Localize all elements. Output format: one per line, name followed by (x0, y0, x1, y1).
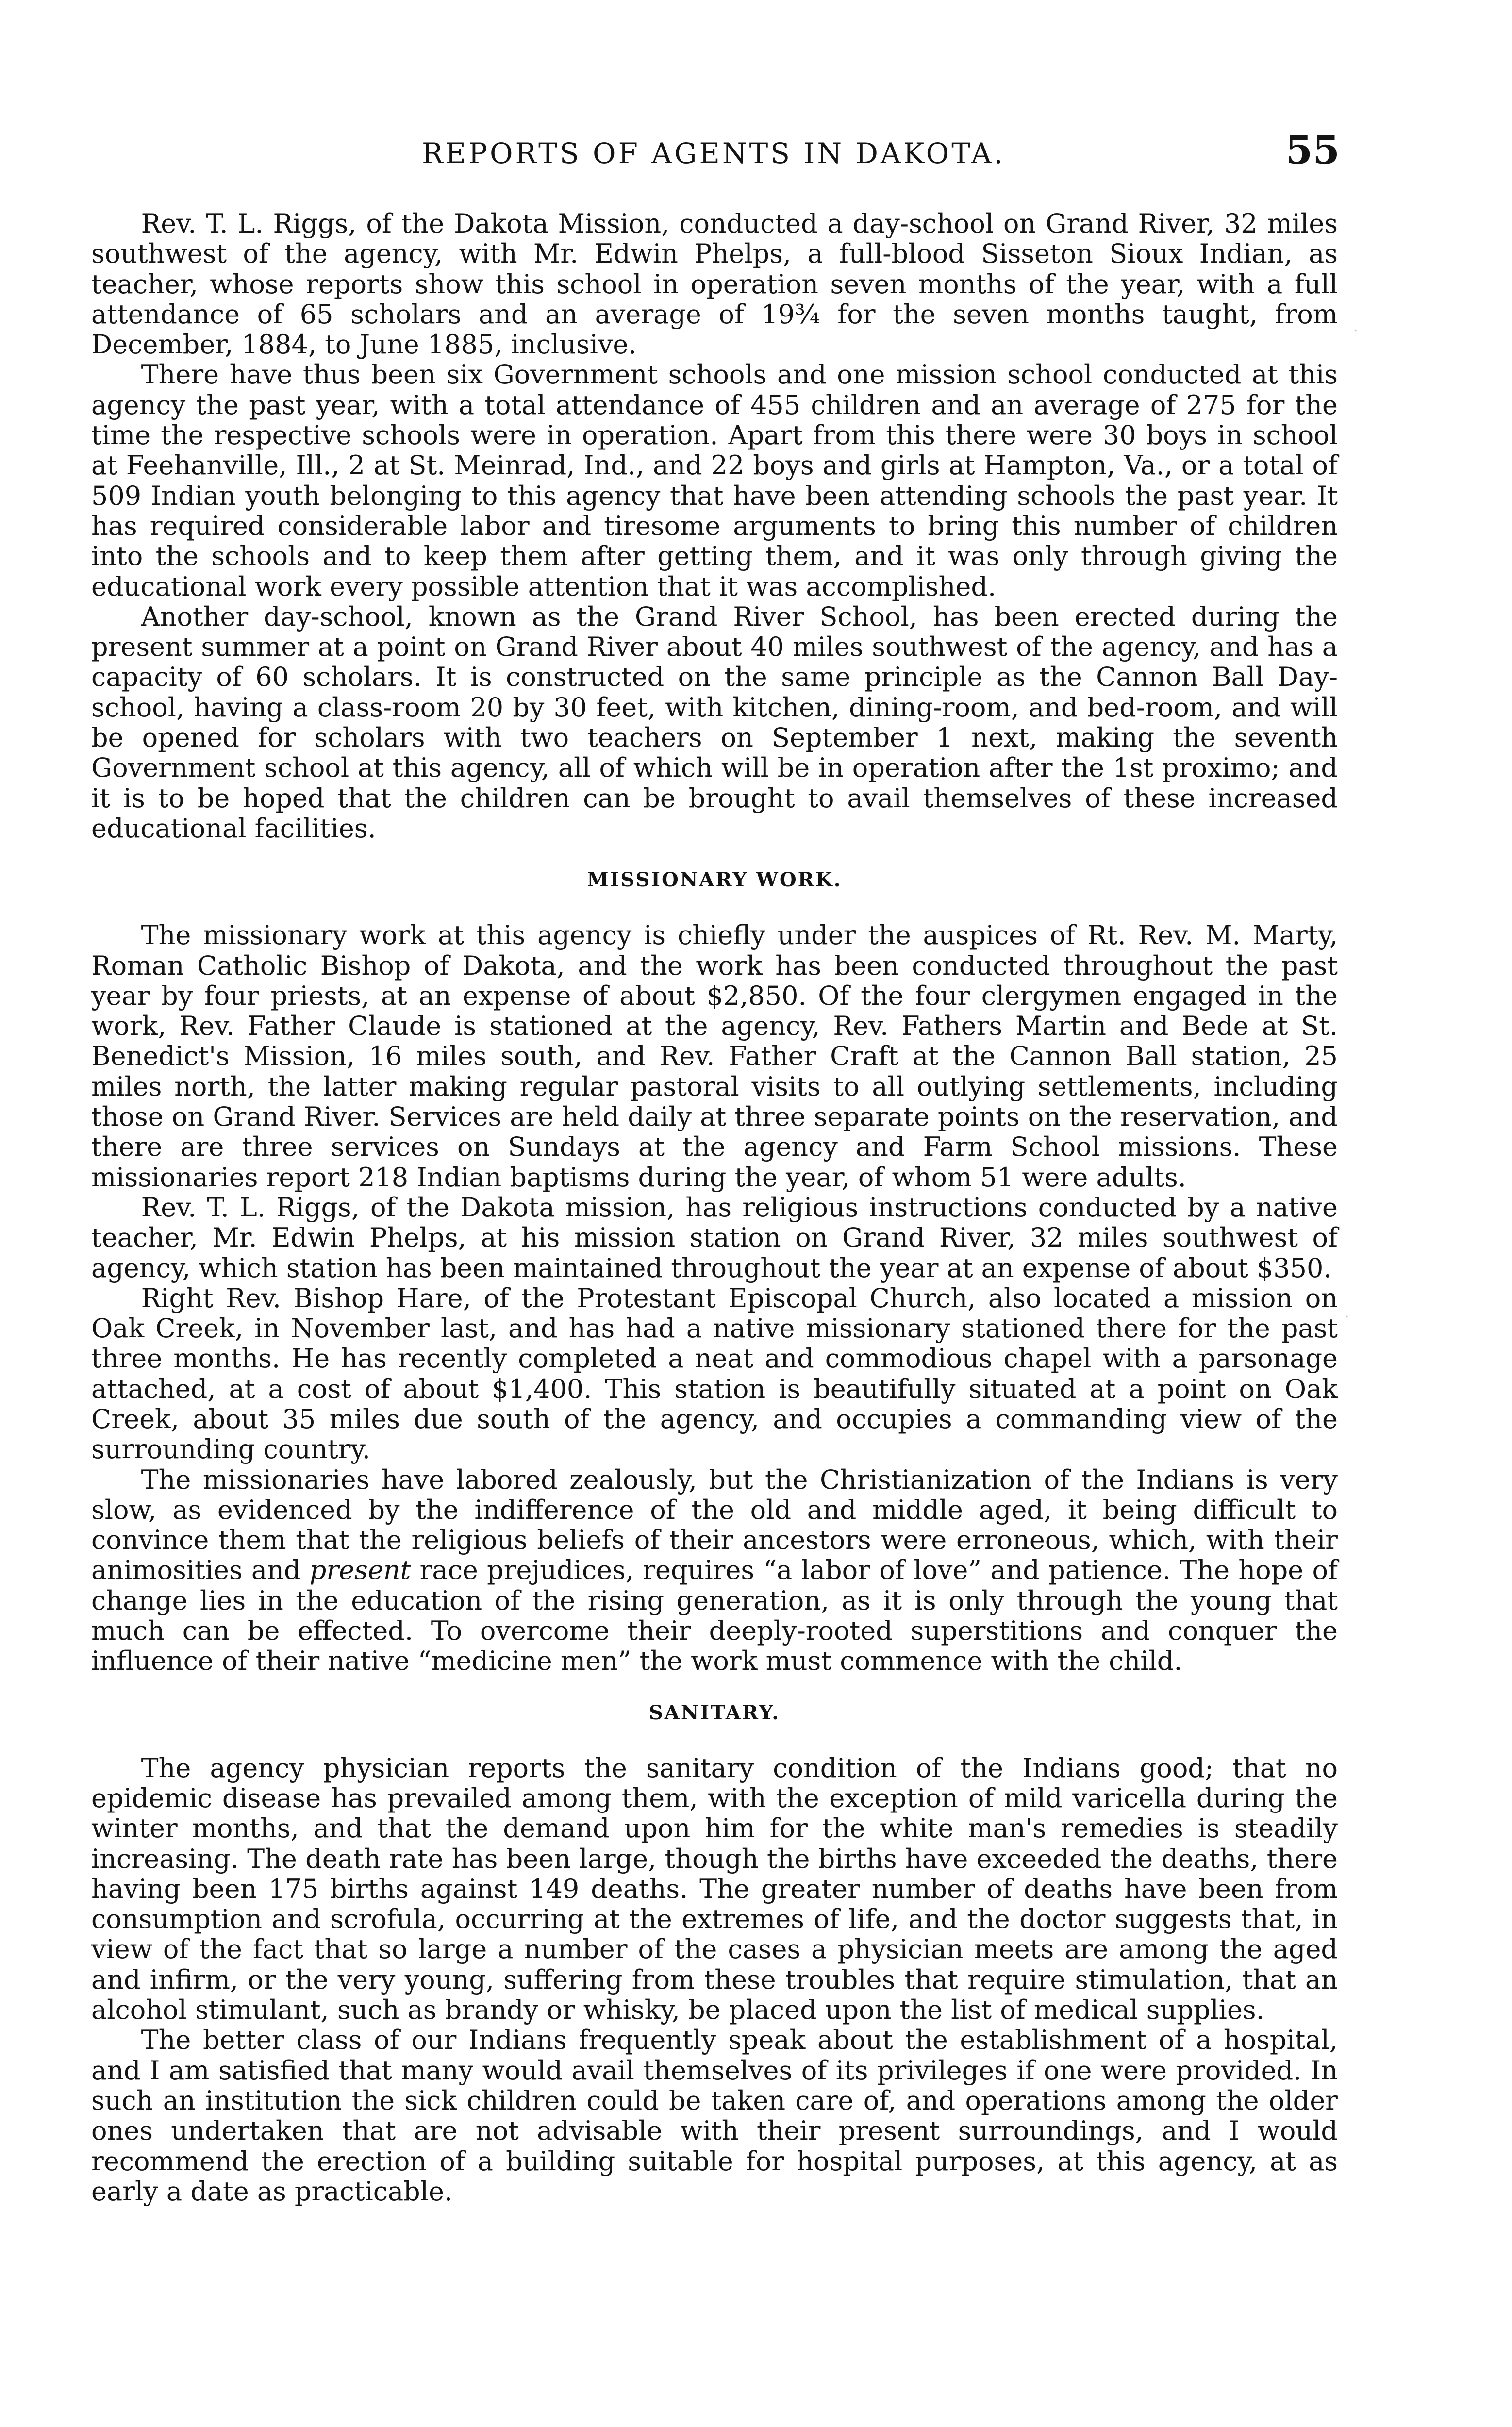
body-text (91, 209, 1338, 2427)
paragraph: Rev. T. L. Riggs, of the Dakota mission, has religious instructions conducted by a native teacher, Mr. Edwin Phelps, at his mission station on Grand River, 32 miles southwest of agency, which station has been maintained throughout the year at an expense of about $350. (91, 1192, 1338, 1283)
section-heading: SANITARY. (648, 1701, 781, 1724)
paragraph: The better class of our Indians frequently speak about the establishment of a hospital, and I am satisfied that many would avail themselves of its privileges if one were provided. In such an institution the sick children could be taken care of, and operations among the older ones undertaken that are not advisable with their present surroundings, and I would recommend the erection of a building suitable for hospital purposes, at this agency, at as early a date as practicable. (91, 2025, 1338, 2207)
page-number: 55 (1285, 127, 1340, 173)
sanitary-section (91, 1701, 1338, 2207)
page-header (87, 127, 1340, 181)
paragraph: There have thus been six Government schools and one mission school conducted at this agency the past year, with a total attendance of 455 children and an average of 275 for the time the respective schools were in operation. Apart from this there were 30 boys in school at Feehanville, Ill., 2 at St. Meinrad, Ind., and 22 boys and girls at Hampton, Va., or a total of 509 Indian youth belonging to this agency that have been attending schools the past year. It has required considerable labor and tiresome arguments to bring this number of children into the schools and to keep them after getting them, and it was only through giving the educational work every possible attention that it was accomplished. (91, 359, 1338, 602)
paragraph: The missionaries have labored zealously, but the Christianization of the Indians is very slow, as evidenced by the indifference of the old and middle aged, it being difficult to convince them that the religious beliefs of their ancestors were erroneous, which, with their animosities and present race prejudices, requires “a labor of love” and patience. The hope of change lies in the education of the rising generation, as it is only through the young that much can be effected. To overcome their deeply-rooted superstitions and conquer the influence of their native “medicine men” the work must commence with the child. (91, 1464, 1338, 1677)
paragraph: Rev. T. L. Riggs, of the Dakota Mission, conducted a day-school on Grand River, 32 miles southwest of the agency, with Mr. Edwin Phelps, a full-blood Sisseton Sioux Indian, as teacher, whose reports show this school in operation seven months of the year, with a full attendance of 65 scholars and an average of 19¾ for the seven months taught, from December, 1884, to June 1885, inclusive. (91, 208, 1338, 360)
paragraph: The missionary work at this agency is chiefly under the auspices of Rt. Rev. M. Marty, Roman Catholic Bishop of Dakota, and the work has been conducted throughout the past year by four priests, at an expense of about $2,850. Of the four clergymen engaged in the work, Rev. Father Claude is stationed at the agency, Rev. Fathers Martin and Bede at St. Benedict's Mission, 16 miles south, and Rev. Father Craft at the Cannon Ball station, 25 miles north, the latter making regular pastoral visits to all outlying settlements, including those on Grand River. Services are held daily at three separate points on the reservation, and there are three services on Sundays at the agency and Farm School missions. These missionaries report 218 Indian baptisms during the year, of whom 51 were adults. (91, 920, 1338, 1193)
intro-section (91, 209, 1338, 844)
scan-speck: . (1345, 1304, 1349, 1321)
section-heading: MISSIONARY WORK. (587, 868, 842, 892)
running-title: REPORTS OF AGENTS IN DAKOTA. (421, 137, 1006, 170)
missionary-work-section (91, 868, 1338, 1676)
paragraph: Another day-school, known as the Grand River School, has been erected during the present summer at a point on Grand River about 40 miles southwest of the agency, and has a capacity of 60 scholars. It is constructed on the same principle as the Cannon Ball Day-school, having a class-room 20 by 30 feet, with kitchen, dining-room, and bed-room, and will be opened for scholars with two teachers on September 1 next, making the seventh Government school at this agency, all of which will be in operation after the 1st proximo; and it is to be hoped that the children can be brought to avail themselves of these increased educational facilities. (91, 601, 1338, 844)
paragraph: Right Rev. Bishop Hare, of the Protestant Episcopal Church, also located a mission on Oak Creek, in November last, and has had a native missionary stationed there for the past three months. He has recently completed a neat and commodious chapel with a parsonage attached, at a cost of about $1,400. This station is beautifully situated at a point on Oak Creek, about 35 miles due south of the agency, and occupies a commanding view of the surrounding country. (91, 1282, 1338, 1465)
paragraph: The agency physician reports the sanitary condition of the Indians good; that no epidemic disease has prevailed among them, with the exception of mild varicella during the winter months, and that the demand upon him for the white man's remedies is steadily increasing. The death rate has been large, though the births have exceeded the deaths, there having been 175 births against 149 deaths. The greater number of deaths have been from consumption and scrofula, occurring at the extremes of life, and the doctor suggests that, in view of the fact that so large a number of the cases a physician meets are among the aged and infirm, or the very young, suffering from these troubles that require stimulation, that an alcohol stimulant, such as brandy or whisky, be placed upon the list of medical supplies. (91, 1752, 1338, 2026)
emphasis: present (309, 1555, 411, 1586)
scan-speck: . (1353, 318, 1358, 335)
